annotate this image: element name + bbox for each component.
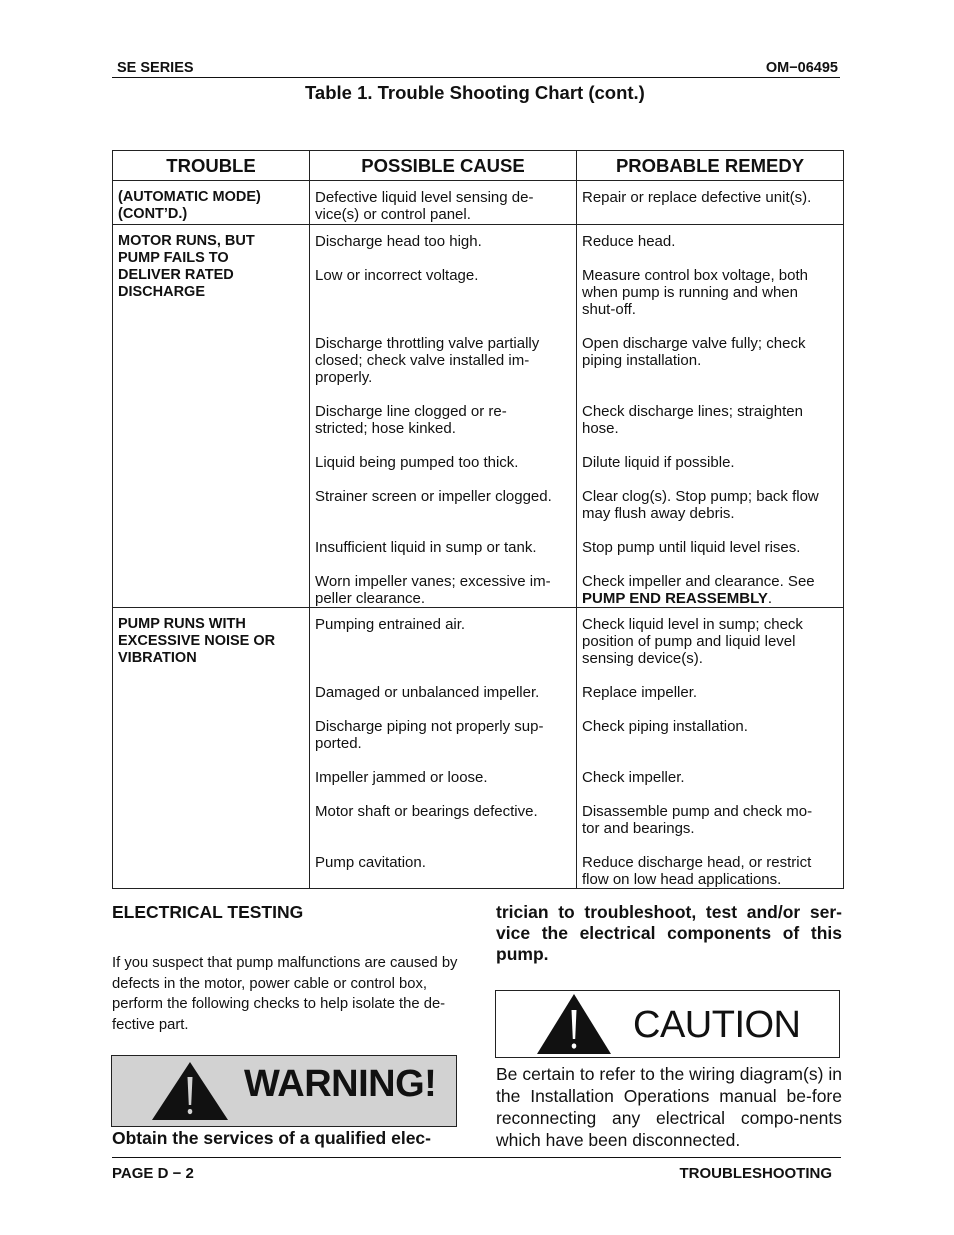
- cause-text: Motor shaft or bearings defective.: [315, 803, 538, 820]
- caution-exclamation-icon: [537, 994, 611, 1054]
- warning-exclamation-icon: [152, 1062, 228, 1120]
- remedy-text: Clear clog(s). Stop pump; back flow may flush away debris.: [582, 488, 819, 522]
- table-row: [113, 225, 844, 608]
- column-header-possible-cause: POSSIBLE CAUSE: [310, 151, 577, 181]
- cause-text: Discharge head too high.: [315, 233, 482, 250]
- trouble-cell: [113, 181, 310, 225]
- remedy-entry: [582, 454, 839, 488]
- caution-label: CAUTION: [633, 1004, 801, 1046]
- table-row: [113, 608, 844, 889]
- remedy-text: Open discharge valve fully; check piping installation.: [582, 335, 806, 369]
- remedy-entry: [582, 189, 839, 223]
- remedy-text: Dilute liquid if possible.: [582, 454, 735, 471]
- remedy-text: Reduce discharge head, or restrict flow on low head applications.: [582, 854, 812, 888]
- remedy-section-reference: PUMP END REASSEMBLY: [582, 590, 768, 607]
- remedy-entry: [582, 267, 839, 335]
- cause-text: Strainer screen or impeller clogged.: [315, 488, 552, 505]
- column-header-probable-remedy: PROBABLE REMEDY: [577, 151, 844, 181]
- probable-remedy-cell: [577, 181, 844, 225]
- remedy-entry: [582, 488, 839, 539]
- remedy-text: Check piping installation.: [582, 718, 748, 735]
- trouble-cell: [113, 608, 310, 889]
- remedy-entry: [582, 233, 839, 267]
- possible-cause-cell: [310, 181, 577, 225]
- remedy-text: Stop pump until liquid level rises.: [582, 539, 801, 556]
- remedy-text: Disassemble pump and check mo- tor and bearings.: [582, 803, 813, 837]
- caution-paragraph: Be certain to refer to the wiring diagram(s) in the Installation Operations manual be-fore reconnecting any electrical compo-nents which have been disconnected.: [496, 1064, 842, 1150]
- remedy-entry: [582, 769, 839, 803]
- footer-rule: [112, 1157, 841, 1158]
- cause-text: Insufficient liquid in sump or tank.: [315, 539, 537, 556]
- remedy-text: Replace impeller.: [582, 684, 698, 701]
- remedy-text: Check impeller and clearance. See: [582, 573, 815, 590]
- troubleshooting-table: [112, 150, 844, 889]
- trouble-label: (AUTOMATIC MODE) (CONT’D.): [118, 189, 261, 222]
- cause-text: Pump cavitation.: [315, 854, 426, 871]
- table-header-row: [113, 151, 844, 181]
- cause-text: Discharge throttling valve partially closed; check valve installed im- properly.: [315, 335, 540, 386]
- cause-text: Worn impeller vanes; excessive im- peller clearance.: [315, 573, 551, 607]
- cause-text: Damaged or unbalanced impeller.: [315, 684, 540, 701]
- header-series: SE SERIES: [117, 60, 194, 76]
- probable-remedy-cell: [577, 225, 844, 608]
- remedy-entry: [582, 684, 839, 718]
- warning-text-continued: trician to troubleshoot, test and/or ser-vice the electrical components of this pump.: [496, 902, 842, 964]
- remedy-tail: .: [767, 590, 773, 607]
- cause-text: Pumping entrained air.: [315, 616, 466, 633]
- remedy-text: Check liquid level in sump; check position of pump and liquid level sensing device(s).: [582, 616, 803, 667]
- remedy-entry: [582, 803, 839, 854]
- table-row: [113, 181, 844, 225]
- possible-cause-cell: [310, 608, 577, 889]
- header-rule: [112, 77, 840, 78]
- cause-text: Defective liquid level sensing de- vice(s) or control panel.: [315, 189, 534, 223]
- footer-section-name: TROUBLESHOOTING: [679, 1165, 832, 1182]
- remedy-text: Check discharge lines; straighten hose.: [582, 403, 803, 437]
- header-doc-number: OM−06495: [765, 60, 838, 76]
- remedy-entry: [582, 616, 839, 684]
- cause-text: Liquid being pumped too thick.: [315, 454, 519, 471]
- remedy-text: Reduce head.: [582, 233, 676, 250]
- remedy-text: Repair or replace defective unit(s).: [582, 189, 812, 206]
- remedy-text: Check impeller.: [582, 769, 685, 786]
- section-title-electrical-testing: ELECTRICAL TESTING: [112, 902, 304, 922]
- column-header-trouble: TROUBLE: [113, 151, 310, 181]
- remedy-entry: [582, 335, 839, 403]
- cause-text: Discharge piping not properly sup- ported.: [315, 718, 544, 752]
- cause-text: Low or incorrect voltage.: [315, 267, 479, 284]
- remedy-entry: [582, 573, 839, 607]
- probable-remedy-cell: [577, 608, 844, 889]
- warning-text-start: Obtain the services of a qualified elec-: [112, 1128, 431, 1148]
- remedy-text: Measure control box voltage, both when pump is running and when shut-off.: [582, 267, 808, 318]
- cause-text: Impeller jammed or loose.: [315, 769, 488, 786]
- possible-cause-cell: [310, 225, 577, 608]
- warning-label: WARNING!: [244, 1063, 437, 1105]
- trouble-cell: [113, 225, 310, 608]
- electrical-intro-paragraph: If you suspect that pump malfunctions are caused by defects in the motor, power cable or control box, perform the following checks to help isolate the de-fective part.: [112, 955, 458, 1033]
- remedy-entry: [582, 718, 839, 769]
- remedy-entry: [582, 403, 839, 454]
- table-title: Table 1. Trouble Shooting Chart (cont.): [305, 82, 645, 103]
- remedy-entry: [582, 854, 839, 888]
- cause-text: Discharge line clogged or re- stricted; hose kinked.: [315, 403, 507, 437]
- footer-page-number: PAGE D − 2: [112, 1165, 194, 1182]
- trouble-label: MOTOR RUNS, BUT PUMP FAILS TO DELIVER RATED DISCHARGE: [118, 233, 255, 300]
- trouble-label: PUMP RUNS WITH EXCESSIVE NOISE OR VIBRATION: [118, 616, 276, 666]
- remedy-entry: [582, 539, 839, 573]
